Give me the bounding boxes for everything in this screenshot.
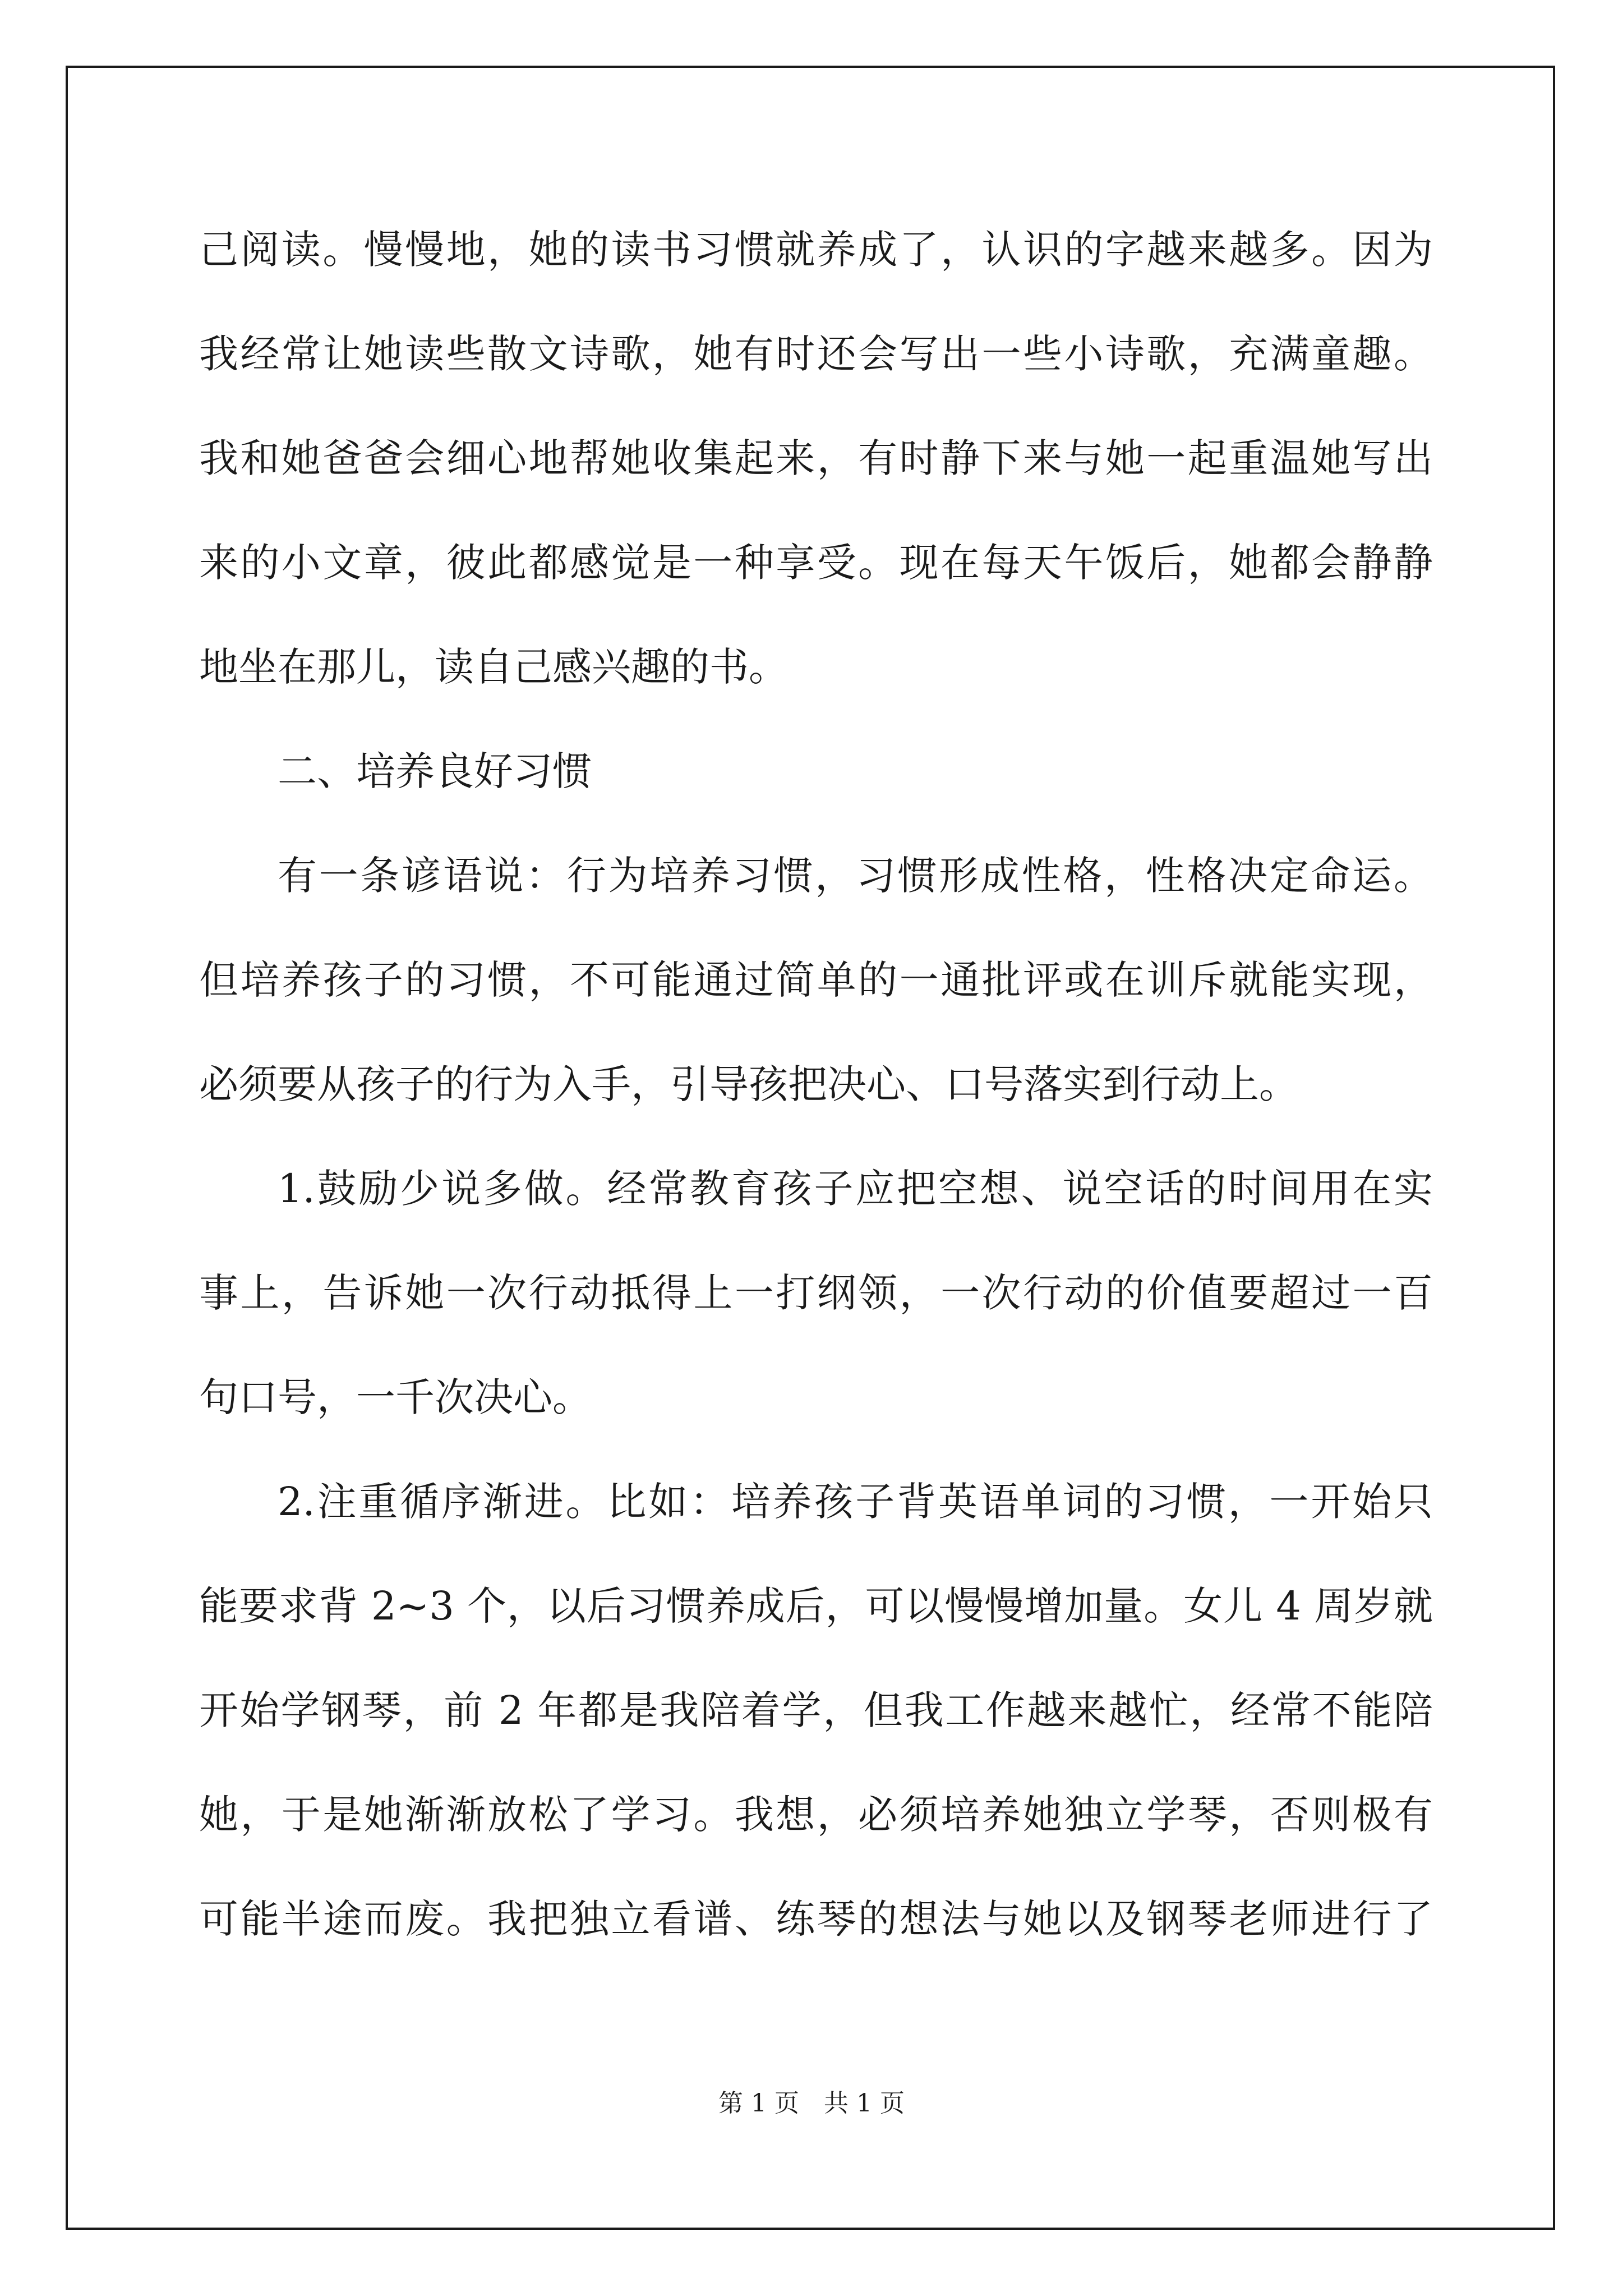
body-line-1: 己阅读。慢慢地，她的读书习惯就养成了，认识的字越来越多。因为 bbox=[199, 227, 1433, 273]
body-line-15: 开始学钢琴，前 2 年都是我陪着学，但我工作越来越忙，经常不能陪 bbox=[199, 1687, 1433, 1733]
body-line-11: 事上，告诉她一次行动抵得上一打纲领，一次行动的价值要超过一百 bbox=[199, 1270, 1433, 1316]
body-line-7: 有一条谚语说：行为培养习惯，习惯形成性格，性格决定命运。 bbox=[278, 853, 1433, 899]
body-line-5: 地坐在那儿，读自己感兴趣的书。 bbox=[199, 644, 788, 690]
body-line-2: 我经常让她读些散文诗歌，她有时还会写出一些小诗歌，充满童趣。 bbox=[199, 331, 1433, 377]
body-line-3: 我和她爸爸会细心地帮她收集起来，有时静下来与她一起重温她写出 bbox=[199, 435, 1433, 481]
body-line-13: 2.注重循序渐进。比如：培养孩子背英语单词的习惯，一开始只 bbox=[278, 1479, 1433, 1525]
body-line-10: 1.鼓励少说多做。经常教育孩子应把空想、说空话的时间用在实 bbox=[278, 1166, 1433, 1212]
section-heading: 二、培养良好习惯 bbox=[278, 748, 592, 794]
page-footer: 第 1 页 共 1 页 bbox=[718, 2089, 905, 2118]
body-line-4: 来的小文章，彼此都感觉是一种享受。现在每天午饭后，她都会静静 bbox=[199, 540, 1433, 586]
body-line-9: 必须要从孩子的行为入手，引导孩把决心、口号落实到行动上。 bbox=[199, 1061, 1298, 1107]
body-line-16: 她，于是她渐渐放松了学习。我想，必须培养她独立学琴，否则极有 bbox=[199, 1792, 1433, 1838]
body-line-8: 但培养孩子的习惯，不可能通过简单的一通批评或在训斥就能实现， bbox=[199, 957, 1433, 1003]
body-line-12: 句口号，一千次决心。 bbox=[199, 1374, 592, 1420]
body-line-17: 可能半途而废。我把独立看谱、练琴的想法与她以及钢琴老师进行了 bbox=[199, 1896, 1433, 1942]
body-line-14: 能要求背 2~3 个，以后习惯养成后，可以慢慢增加量。女儿 4 周岁就 bbox=[199, 1583, 1433, 1629]
